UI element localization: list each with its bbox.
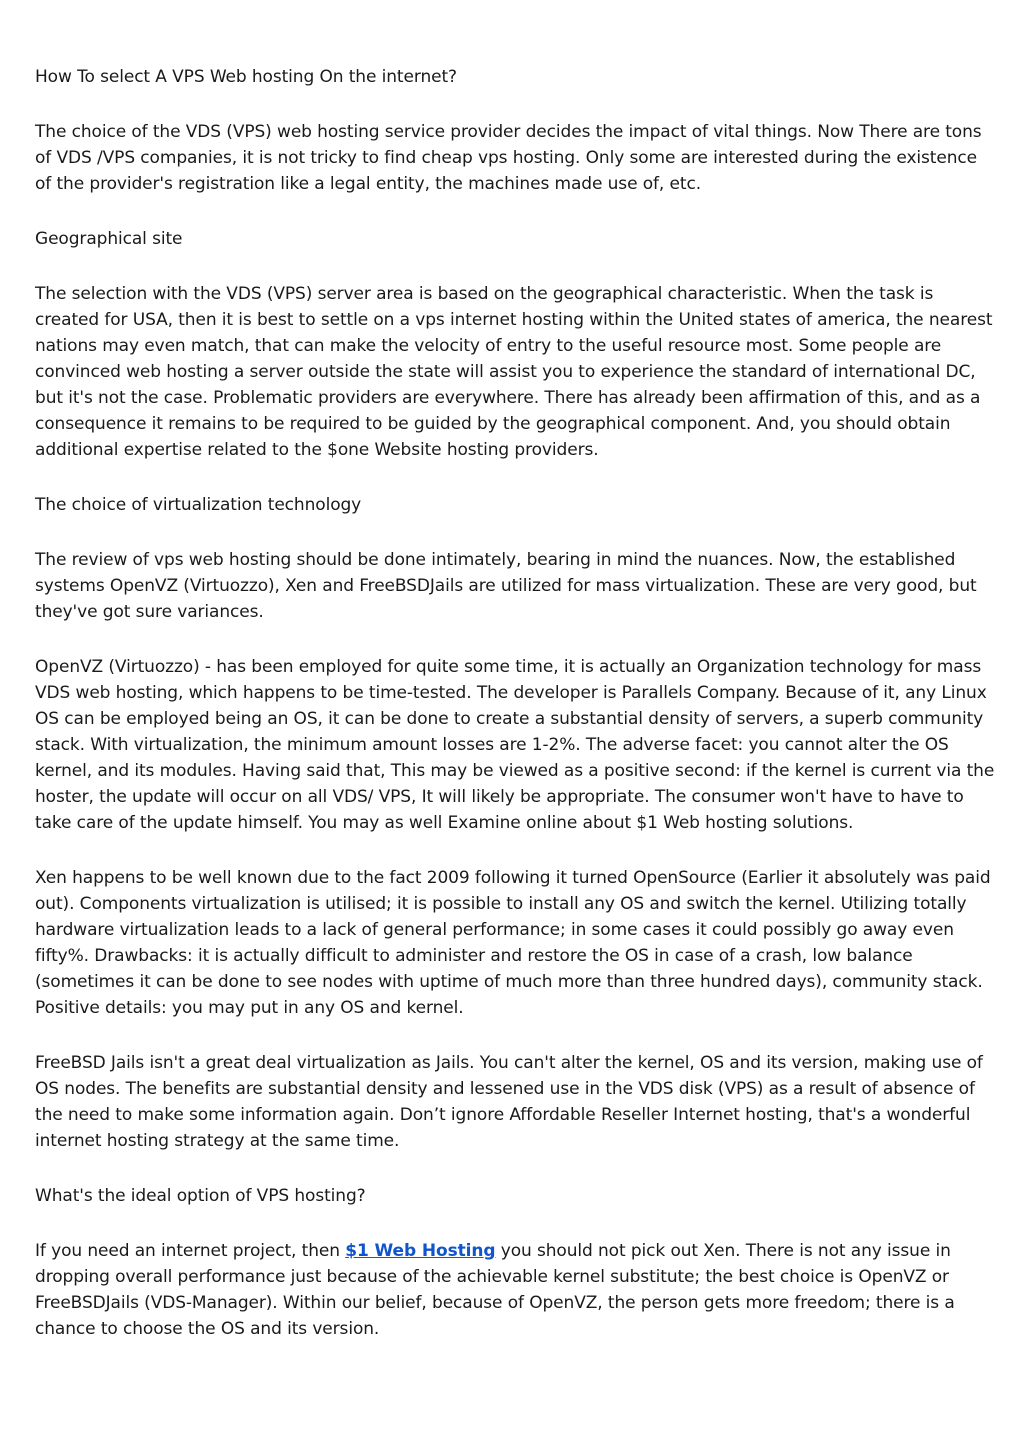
virtualization-paragraph: The review of vps web hosting should be done intimately, bearing in mind the nuances. Now, the established systems OpenVZ (Virtuozzo), Xen and FreeBSDJails are utilized for mass virtualization. These are very good, but they've got sure variances. — [35, 550, 977, 622]
final-text-after-link: you should not pick out Xen. There is not any issue in dropping overall performance just because of the achievable kernel substitute; the best choice is OpenVZ or FreeBSDJails (VDS-Manager). Within our belief, because of OpenVZ, the person gets more freedom; there is a chance to choose the OS and its version. — [35, 1241, 955, 1339]
heading-geographical-site: Geographical site — [35, 229, 183, 249]
xen-paragraph: Xen happens to be well known due to the fact 2009 following it turned OpenSource (Earlier it absolutely was paid out). Components virtualization is utilised; it is possible to install any OS and switch the kernel. Utilizing totally hardware virtualization leads to a lack of general performance; in some cases it could possibly go away even fifty%. Drawbacks: it is actually difficult to administer and restore the OS in case of a crash, low balance (sometimes it can be done to see nodes with uptime of much more than three hundred days), community stack. Positive details: you may put in any OS and kernel. — [35, 868, 991, 1018]
heading-ideal-option: What's the ideal option of VPS hosting? — [35, 1186, 366, 1206]
final-paragraph — [35, 1238, 995, 1342]
document-page — [35, 64, 995, 1371]
web-hosting-link[interactable]: $1 Web Hosting — [345, 1241, 496, 1261]
heading-virtualization-choice: The choice of virtualization technology — [35, 495, 362, 515]
freebsd-paragraph: FreeBSD Jails isn't a great deal virtualization as Jails. You can't alter the kernel, OS and its version, making use of OS nodes. The benefits are substantial density and lessened use in the VDS disk (VPS) as a result of absence of the need to make some information again. Don’t ignore Affordable Reseller Internet hosting, that's a wonderful internet hosting strategy at the same time. — [35, 1053, 983, 1151]
geographical-paragraph: The selection with the VDS (VPS) server area is based on the geographical characteristic. When the task is created for USA, then it is best to settle on a vps internet hosting within the United states of america, the nearest nations may even match, that can make the velocity of entry to the useful resource most. Some people are convinced web hosting a server outside the state will assist you to experience the standard of international DC, but it's not the case. Problematic providers are everywhere. There has already been affirmation of this, and as a consequence it remains to be required to be guided by the geographical component. And, you should obtain additional expertise related to the $one Website hosting providers. — [35, 284, 993, 460]
final-text-before-link: If you need an internet project, then — [35, 1241, 346, 1261]
openvz-paragraph: OpenVZ (Virtuozzo) - has been employed for quite some time, it is actually an Organization technology for mass VDS web hosting, which happens to be time-tested. The developer is Parallels Company. Because of it, any Linux OS can be employed being an OS, it can be done to create a substantial density of servers, a superb community stack. With virtualization, the minimum amount losses are 1-2%. The adverse facet: you cannot alter the OS kernel, and its modules. Having said that, This may be viewed as a positive second: if the kernel is current via the hoster, the update will occur on all VDS/ VPS, It will likely be appropriate. The consumer won't have to have to take care of the update himself. You may as well Examine online about $1 Web hosting solutions. — [35, 657, 995, 833]
document-title: How To select A VPS Web hosting On the internet? — [35, 67, 457, 87]
intro-paragraph: The choice of the VDS (VPS) web hosting service provider decides the impact of vital things. Now There are tons of VDS /VPS companies, it is not tricky to find cheap vps hosting. Only some are interested during the existence of the provider's registration like a legal entity, the machines made use of, etc. — [35, 122, 982, 194]
